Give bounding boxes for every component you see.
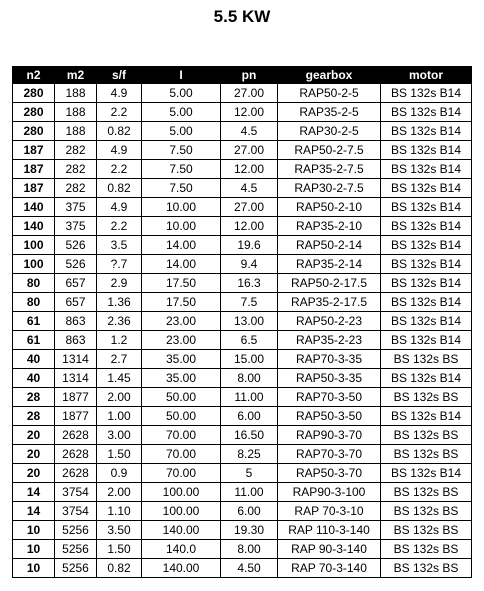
cell-n2: 40 — [13, 350, 55, 369]
cell-motor: BS 132s B14 — [381, 103, 472, 122]
cell-ratio: 23.00 — [142, 331, 221, 350]
cell-m2: 188 — [55, 103, 97, 122]
cell-n2: 10 — [13, 521, 55, 540]
cell-n2: 10 — [13, 540, 55, 559]
cell-pn: 4.5 — [221, 122, 278, 141]
cell-ratio: 70.00 — [142, 445, 221, 464]
cell-ratio: 100.00 — [142, 483, 221, 502]
cell-gearbox: RAP35-2-5 — [278, 103, 381, 122]
cell-motor: BS 132s B14 — [381, 255, 472, 274]
cell-motor: BS 132s B14 — [381, 236, 472, 255]
cell-motor: BS 132s BS — [381, 426, 472, 445]
cell-gearbox: RAP 90-3-140 — [278, 540, 381, 559]
column-header-m2: m2 — [55, 67, 97, 84]
cell-m2: 526 — [55, 236, 97, 255]
table-row — [13, 426, 472, 445]
cell-n2: 10 — [13, 559, 55, 578]
cell-ratio: 7.50 — [142, 179, 221, 198]
cell-gearbox: RAP50-2-14 — [278, 236, 381, 255]
table-row — [13, 331, 472, 350]
cell-m2: 375 — [55, 198, 97, 217]
cell-sf: 2.00 — [97, 388, 142, 407]
cell-ratio: 5.00 — [142, 103, 221, 122]
cell-sf: 1.2 — [97, 331, 142, 350]
cell-motor: BS 132s B14 — [381, 293, 472, 312]
cell-n2: 20 — [13, 464, 55, 483]
cell-m2: 5256 — [55, 559, 97, 578]
cell-motor: BS 132s B14 — [381, 179, 472, 198]
cell-m2: 188 — [55, 122, 97, 141]
cell-n2: 280 — [13, 84, 55, 103]
table-row — [13, 122, 472, 141]
cell-gearbox: RAP50-2-17.5 — [278, 274, 381, 293]
cell-sf: 1.45 — [97, 369, 142, 388]
cell-pn: 5 — [221, 464, 278, 483]
cell-n2: 14 — [13, 483, 55, 502]
cell-sf: 2.2 — [97, 160, 142, 179]
cell-m2: 1877 — [55, 388, 97, 407]
cell-n2: 40 — [13, 369, 55, 388]
cell-motor: BS 132s B14 — [381, 312, 472, 331]
cell-ratio: 50.00 — [142, 407, 221, 426]
cell-gearbox: RAP35-2-17.5 — [278, 293, 381, 312]
cell-motor: BS 132s BS — [381, 388, 472, 407]
cell-sf: 4.9 — [97, 141, 142, 160]
cell-ratio: 7.50 — [142, 141, 221, 160]
cell-ratio: 35.00 — [142, 350, 221, 369]
cell-ratio: 17.50 — [142, 274, 221, 293]
cell-n2: 20 — [13, 426, 55, 445]
cell-n2: 140 — [13, 217, 55, 236]
cell-n2: 61 — [13, 331, 55, 350]
cell-m2: 657 — [55, 293, 97, 312]
cell-motor: BS 132s B14 — [381, 464, 472, 483]
cell-sf: 3.00 — [97, 426, 142, 445]
cell-n2: 140 — [13, 198, 55, 217]
cell-motor: BS 132s B14 — [381, 160, 472, 179]
cell-pn: 27.00 — [221, 84, 278, 103]
table-row — [13, 217, 472, 236]
cell-m2: 282 — [55, 141, 97, 160]
cell-sf: 1.50 — [97, 540, 142, 559]
cell-ratio: 10.00 — [142, 198, 221, 217]
cell-pn: 6.00 — [221, 502, 278, 521]
cell-gearbox: RAP 70-3-10 — [278, 502, 381, 521]
cell-n2: 80 — [13, 293, 55, 312]
cell-sf: 2.36 — [97, 312, 142, 331]
cell-ratio: 5.00 — [142, 84, 221, 103]
cell-m2: 2628 — [55, 426, 97, 445]
cell-gearbox: RAP50-2-7.5 — [278, 141, 381, 160]
cell-pn: 6.5 — [221, 331, 278, 350]
cell-m2: 282 — [55, 160, 97, 179]
table-row — [13, 179, 472, 198]
cell-gearbox: RAP70-3-50 — [278, 388, 381, 407]
table-body — [13, 84, 472, 578]
cell-motor: BS 132s B14 — [381, 122, 472, 141]
cell-gearbox: RAP35-2-23 — [278, 331, 381, 350]
cell-m2: 657 — [55, 274, 97, 293]
header-row — [13, 67, 472, 84]
cell-pn: 19.30 — [221, 521, 278, 540]
cell-gearbox: RAP30-2-5 — [278, 122, 381, 141]
cell-sf: 0.82 — [97, 179, 142, 198]
cell-ratio: 70.00 — [142, 464, 221, 483]
cell-ratio: 17.50 — [142, 293, 221, 312]
table-row — [13, 198, 472, 217]
cell-ratio: 5.00 — [142, 122, 221, 141]
cell-gearbox: RAP35-2-7.5 — [278, 160, 381, 179]
cell-n2: 187 — [13, 141, 55, 160]
cell-pn: 11.00 — [221, 388, 278, 407]
table-row — [13, 274, 472, 293]
table-row — [13, 445, 472, 464]
cell-pn: 11.00 — [221, 483, 278, 502]
cell-sf: 1.36 — [97, 293, 142, 312]
cell-sf: 2.00 — [97, 483, 142, 502]
cell-motor: BS 132s BS — [381, 559, 472, 578]
cell-motor: BS 132s BS — [381, 350, 472, 369]
cell-motor: BS 132s B14 — [381, 331, 472, 350]
cell-pn: 4.50 — [221, 559, 278, 578]
table-row — [13, 407, 472, 426]
table-row — [13, 141, 472, 160]
cell-pn: 27.00 — [221, 141, 278, 160]
cell-pn: 15.00 — [221, 350, 278, 369]
cell-m2: 188 — [55, 84, 97, 103]
cell-m2: 526 — [55, 255, 97, 274]
cell-pn: 12.00 — [221, 217, 278, 236]
cell-ratio: 50.00 — [142, 388, 221, 407]
cell-ratio: 7.50 — [142, 160, 221, 179]
cell-gearbox: RAP70-3-70 — [278, 445, 381, 464]
column-header-pn: pn — [221, 67, 278, 84]
table-row — [13, 236, 472, 255]
cell-n2: 61 — [13, 312, 55, 331]
table-row — [13, 103, 472, 122]
cell-pn: 8.00 — [221, 540, 278, 559]
cell-n2: 280 — [13, 103, 55, 122]
cell-gearbox: RAP50-2-23 — [278, 312, 381, 331]
cell-motor: BS 132s B14 — [381, 198, 472, 217]
cell-sf: 1.10 — [97, 502, 142, 521]
cell-sf: 0.82 — [97, 559, 142, 578]
cell-pn: 27.00 — [221, 198, 278, 217]
cell-sf: 3.50 — [97, 521, 142, 540]
table-row — [13, 369, 472, 388]
column-header-gearbox: gearbox — [278, 67, 381, 84]
cell-n2: 14 — [13, 502, 55, 521]
cell-pn: 4.5 — [221, 179, 278, 198]
cell-ratio: 14.00 — [142, 255, 221, 274]
cell-m2: 1877 — [55, 407, 97, 426]
cell-gearbox: RAP35-2-14 — [278, 255, 381, 274]
cell-m2: 3754 — [55, 502, 97, 521]
cell-pn: 19.6 — [221, 236, 278, 255]
cell-gearbox: RAP90-3-100 — [278, 483, 381, 502]
cell-sf: ?.7 — [97, 255, 142, 274]
cell-motor: BS 132s BS — [381, 483, 472, 502]
column-header-ratio: I — [142, 67, 221, 84]
cell-motor: BS 132s BS — [381, 521, 472, 540]
table-row — [13, 388, 472, 407]
cell-n2: 80 — [13, 274, 55, 293]
cell-n2: 187 — [13, 179, 55, 198]
column-header-sf: s/f — [97, 67, 142, 84]
table-row — [13, 255, 472, 274]
cell-motor: BS 132s BS — [381, 502, 472, 521]
cell-m2: 5256 — [55, 540, 97, 559]
cell-ratio: 140.0 — [142, 540, 221, 559]
cell-pn: 8.25 — [221, 445, 278, 464]
cell-m2: 5256 — [55, 521, 97, 540]
table-row — [13, 293, 472, 312]
cell-m2: 1314 — [55, 350, 97, 369]
cell-ratio: 140.00 — [142, 521, 221, 540]
cell-n2: 28 — [13, 388, 55, 407]
cell-sf: 4.9 — [97, 198, 142, 217]
cell-gearbox: RAP90-3-70 — [278, 426, 381, 445]
cell-pn: 7.5 — [221, 293, 278, 312]
cell-sf: 1.00 — [97, 407, 142, 426]
cell-m2: 375 — [55, 217, 97, 236]
cell-gearbox: RAP50-3-35 — [278, 369, 381, 388]
table-row — [13, 160, 472, 179]
cell-gearbox: RAP30-2-7.5 — [278, 179, 381, 198]
cell-pn: 9.4 — [221, 255, 278, 274]
table-row — [13, 84, 472, 103]
cell-sf: 4.9 — [97, 84, 142, 103]
cell-sf: 2.9 — [97, 274, 142, 293]
cell-pn: 8.00 — [221, 369, 278, 388]
cell-sf: 2.2 — [97, 103, 142, 122]
cell-ratio: 100.00 — [142, 502, 221, 521]
cell-gearbox: RAP50-3-70 — [278, 464, 381, 483]
column-header-motor: motor — [381, 67, 472, 84]
cell-m2: 282 — [55, 179, 97, 198]
cell-sf: 1.50 — [97, 445, 142, 464]
cell-pn: 16.50 — [221, 426, 278, 445]
cell-sf: 3.5 — [97, 236, 142, 255]
cell-pn: 16.3 — [221, 274, 278, 293]
cell-m2: 2628 — [55, 464, 97, 483]
cell-sf: 0.82 — [97, 122, 142, 141]
table-row — [13, 312, 472, 331]
cell-n2: 100 — [13, 236, 55, 255]
cell-motor: BS 132s B14 — [381, 274, 472, 293]
cell-sf: 2.7 — [97, 350, 142, 369]
cell-n2: 280 — [13, 122, 55, 141]
cell-pn: 13.00 — [221, 312, 278, 331]
cell-pn: 12.00 — [221, 160, 278, 179]
cell-motor: BS 132s B14 — [381, 217, 472, 236]
cell-motor: BS 132s B14 — [381, 369, 472, 388]
cell-m2: 3754 — [55, 483, 97, 502]
cell-motor: BS 132s B14 — [381, 141, 472, 160]
page-title: 5.5 KW — [213, 7, 271, 26]
cell-motor: BS 132s B14 — [381, 84, 472, 103]
cell-gearbox: RAP50-3-50 — [278, 407, 381, 426]
cell-ratio: 23.00 — [142, 312, 221, 331]
cell-ratio: 14.00 — [142, 236, 221, 255]
cell-ratio: 70.00 — [142, 426, 221, 445]
cell-motor: BS 132s BS — [381, 540, 472, 559]
cell-gearbox: RAP50-2-5 — [278, 84, 381, 103]
table-row — [13, 540, 472, 559]
table-row — [13, 483, 472, 502]
cell-n2: 187 — [13, 160, 55, 179]
cell-gearbox: RAP 110-3-140 — [278, 521, 381, 540]
cell-m2: 1314 — [55, 369, 97, 388]
table-row — [13, 559, 472, 578]
gearmotor-table — [12, 66, 472, 578]
cell-ratio: 10.00 — [142, 217, 221, 236]
cell-pn: 12.00 — [221, 103, 278, 122]
cell-motor: BS 132s BS — [381, 445, 472, 464]
cell-n2: 100 — [13, 255, 55, 274]
table-row — [13, 502, 472, 521]
cell-sf: 0.9 — [97, 464, 142, 483]
cell-n2: 20 — [13, 445, 55, 464]
cell-pn: 6.00 — [221, 407, 278, 426]
cell-m2: 2628 — [55, 445, 97, 464]
cell-gearbox: RAP50-2-10 — [278, 198, 381, 217]
cell-gearbox: RAP 70-3-140 — [278, 559, 381, 578]
table-row — [13, 350, 472, 369]
table-row — [13, 521, 472, 540]
table-row — [13, 464, 472, 483]
cell-gearbox: RAP35-2-10 — [278, 217, 381, 236]
cell-ratio: 35.00 — [142, 369, 221, 388]
cell-ratio: 140.00 — [142, 559, 221, 578]
cell-sf: 2.2 — [97, 217, 142, 236]
cell-m2: 863 — [55, 312, 97, 331]
column-header-n2: n2 — [13, 67, 55, 84]
cell-gearbox: RAP70-3-35 — [278, 350, 381, 369]
cell-n2: 28 — [13, 407, 55, 426]
cell-m2: 863 — [55, 331, 97, 350]
cell-motor: BS 132s B14 — [381, 407, 472, 426]
